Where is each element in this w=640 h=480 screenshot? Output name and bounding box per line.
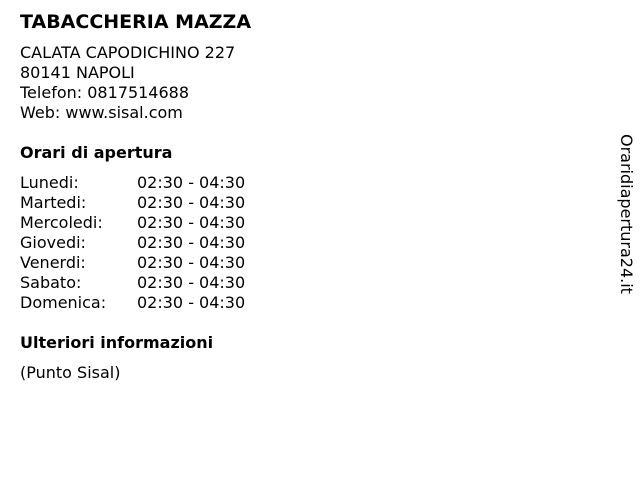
hours-day: Venerdi: (20, 253, 86, 272)
hours-day: Sabato: (20, 273, 82, 292)
hours-day: Domenica: (20, 293, 107, 312)
hours-time: 02:30 - 04:30 (137, 193, 246, 212)
hours-row-wednesday (20, 213, 580, 233)
hours-row-tuesday (20, 193, 580, 213)
more-info-title: Ulteriori informazioni (20, 333, 214, 352)
contact-block (20, 43, 580, 123)
hours-row-monday (20, 173, 580, 193)
opening-hours-table (20, 173, 580, 313)
hours-time: 02:30 - 04:30 (137, 293, 246, 312)
hours-row-saturday (20, 273, 580, 293)
shop-name: TABACCHERIA MAZZA (20, 11, 252, 33)
site-watermark: Oraridiapertura24.it (617, 134, 636, 294)
hours-row-sunday (20, 293, 580, 313)
website: Web: www.sisal.com (20, 103, 183, 122)
hours-time: 02:30 - 04:30 (137, 273, 246, 292)
hours-day: Mercoledi: (20, 213, 103, 232)
hours-day: Giovedi: (20, 233, 86, 252)
hours-day: Lunedi: (20, 173, 79, 192)
store-info-card (20, 10, 580, 383)
hours-row-friday (20, 253, 580, 273)
hours-time: 02:30 - 04:30 (137, 233, 246, 252)
hours-time: 02:30 - 04:30 (137, 173, 246, 192)
opening-hours-title: Orari di apertura (20, 143, 173, 162)
address-street: CALATA CAPODICHINO 227 (20, 43, 236, 62)
address-city: 80141 NAPOLI (20, 63, 135, 82)
phone-number: Telefon: 0817514688 (20, 83, 190, 102)
hours-row-thursday (20, 233, 580, 253)
more-info-text: (Punto Sisal) (20, 363, 121, 382)
hours-time: 02:30 - 04:30 (137, 213, 246, 232)
hours-day: Martedi: (20, 193, 87, 212)
hours-time: 02:30 - 04:30 (137, 253, 246, 272)
